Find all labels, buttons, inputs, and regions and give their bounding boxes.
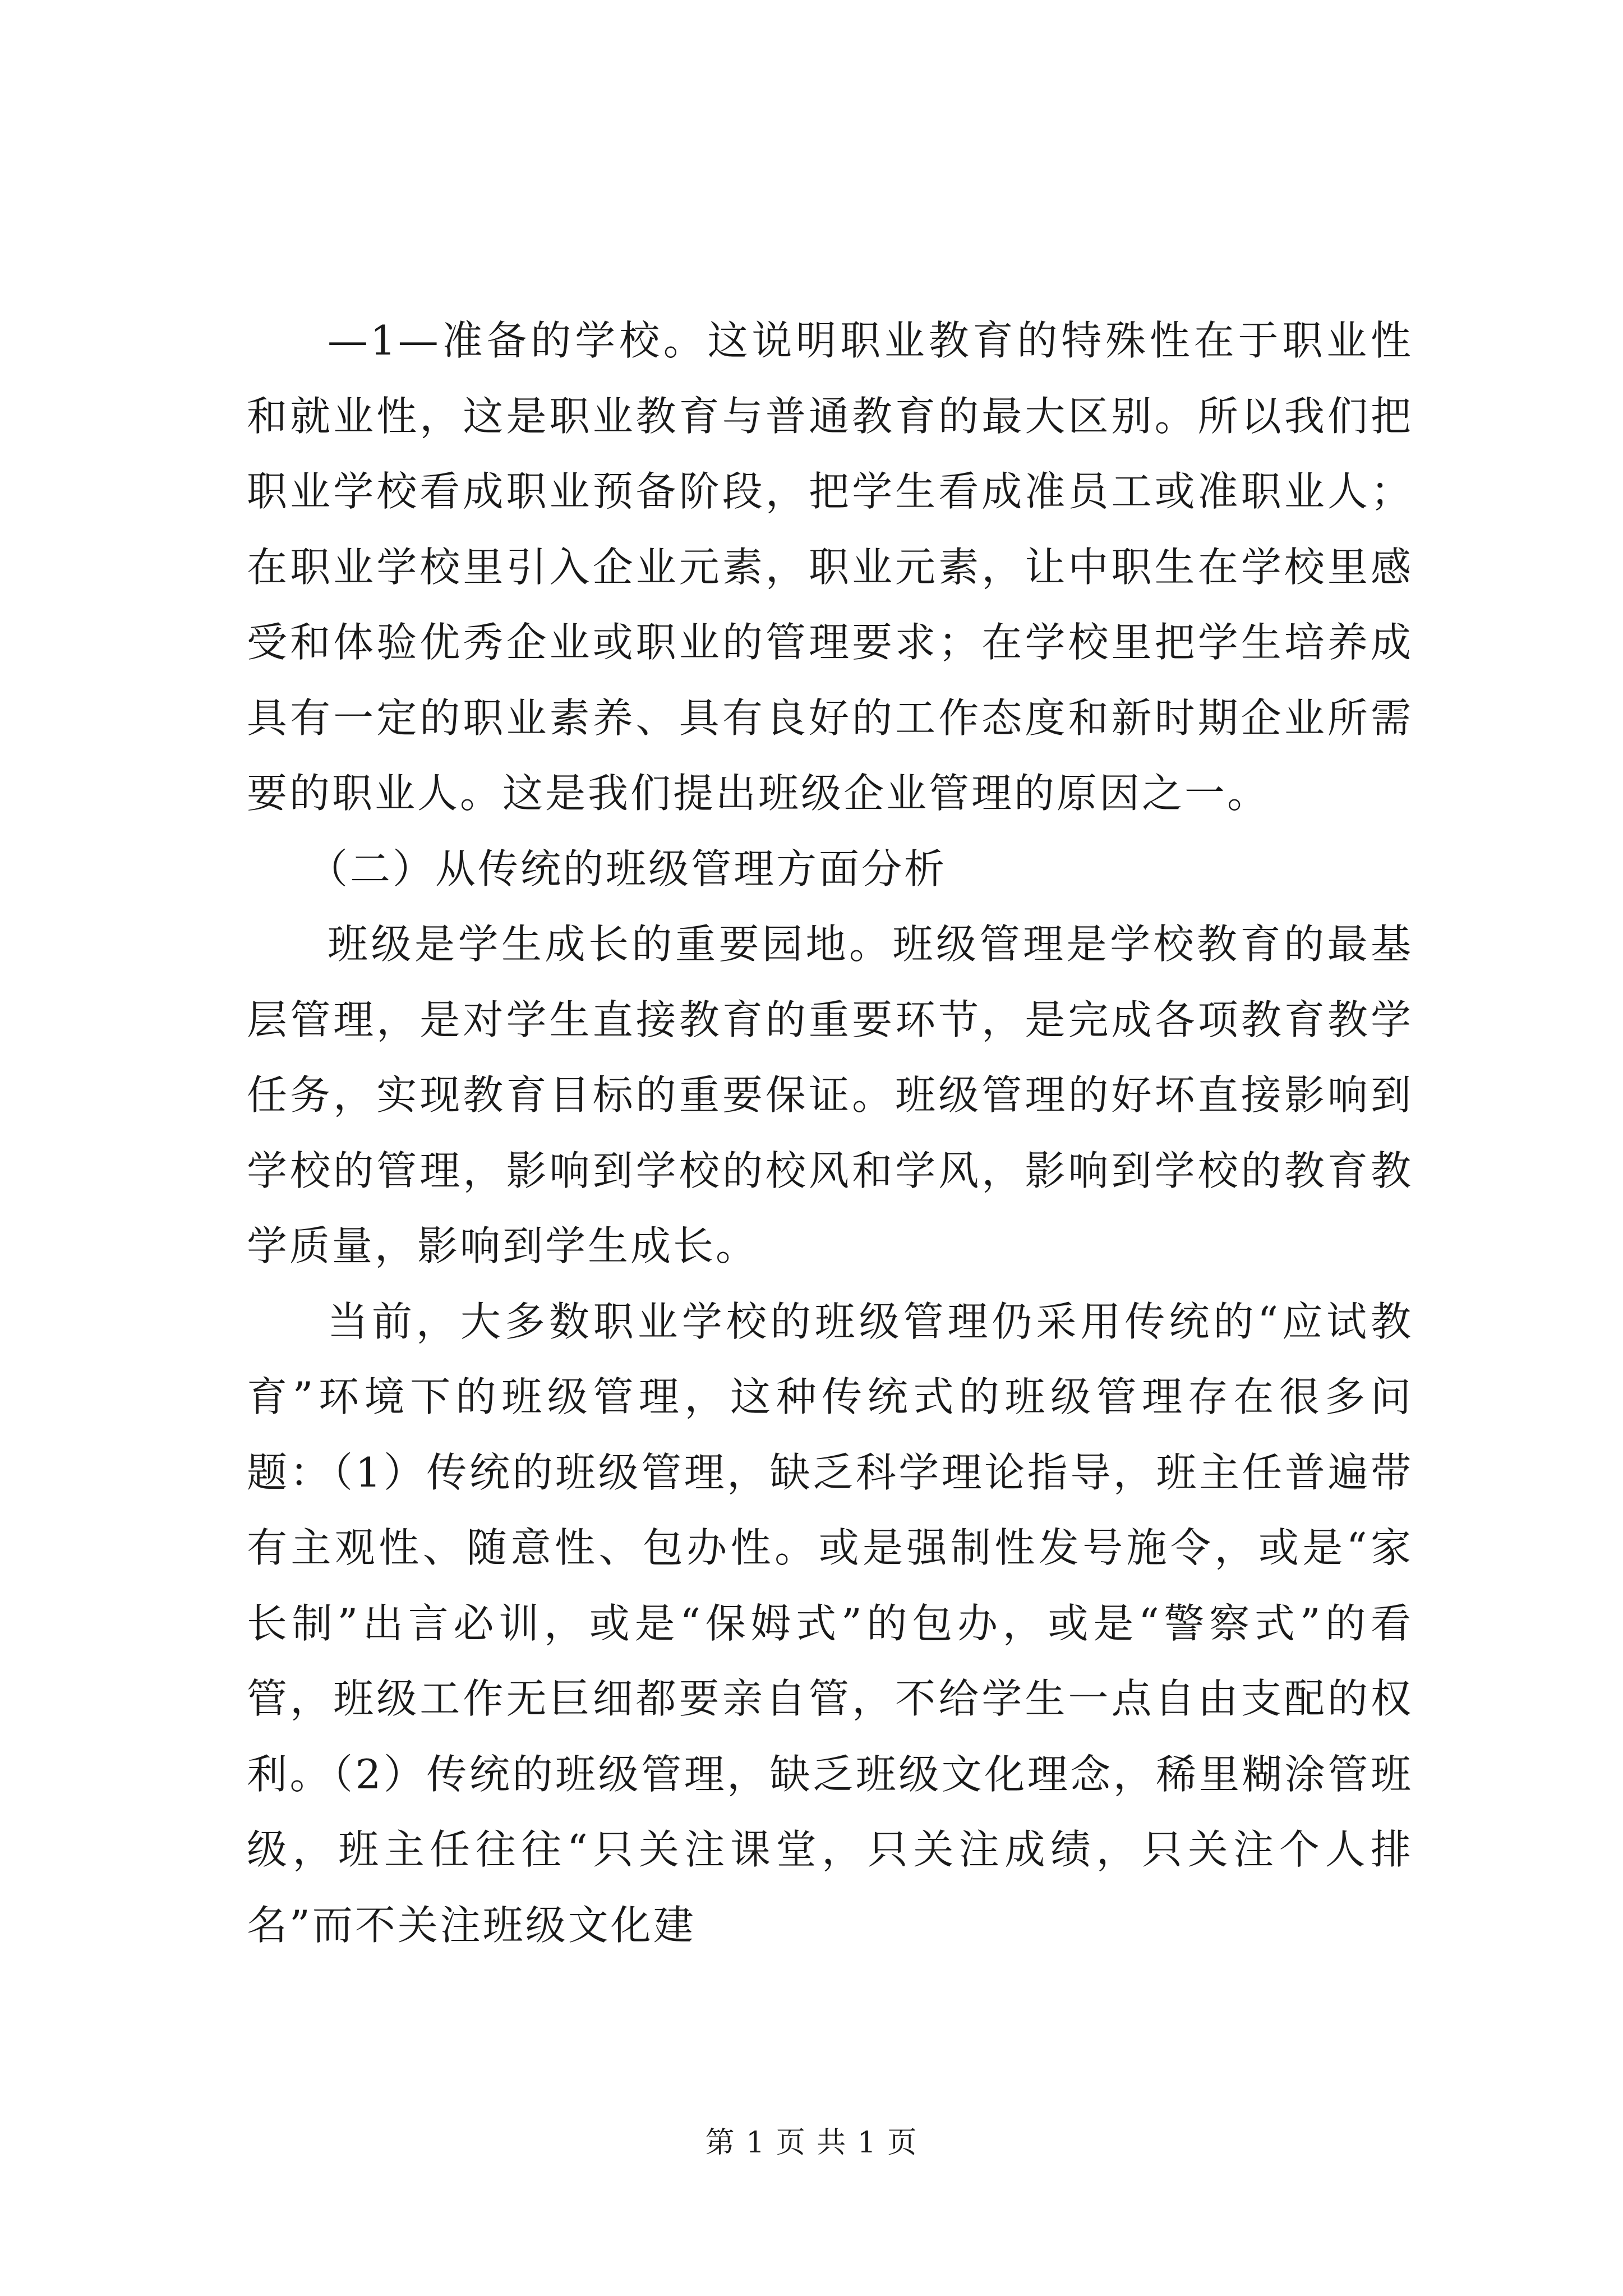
- page-footer: 第 1 页 共 1 页: [705, 2126, 918, 2160]
- paragraph-career-prep: —1—准备的学校。这说明职业教育的特殊性在于职业性和就业性，这是职业教育与普通教育的最大区别。所以我们把职业学校看成职业预备阶段，把学生看成准员工或准职业人；在职业学校里引入企业元素，职业元素，让中职生在学校里感受和体验优秀企业或职业的管理要求；在学校里把学生培养成具有一定的职业素养、具有良好的工作态度和新时期企业所需要的职业人。这是我们提出班级企业管理的原因之一。: [247, 317, 1413, 817]
- paragraph-current-problems: 当前，大多数职业学校的班级管理仍采用传统的“应试教育”环境下的班级管理，这种传统式的班级管理存在很多问题：（1）传统的班级管理，缺乏科学理论指导，班主任普遍带有主观性、随意性、包办性。或是强制性发号施令，或是“家长制”出言必训，或是“保姆式”的包办，或是“警察式”的看管，班级工作无巨细都要亲自管，不给学生一点自由支配的权利。（2）传统的班级管理，缺乏班级文化理念，稀里糊涂管班级，班主任往往“只关注课堂，只关注成绩，只关注个人排名”而不关注班级文化建: [247, 1297, 1413, 1949]
- document-body: [247, 303, 1413, 1963]
- section-heading-traditional-class-management: （二）从传统的班级管理方面分析: [307, 845, 947, 892]
- paragraph-class-importance: 班级是学生成长的重要园地。班级管理是学校教育的最基层管理，是对学生直接教育的重要环节，是完成各项教育教学任务，实现教育目标的重要保证。班级管理的好坏直接影响到学校的管理，影响到学校的校风和学风，影响到学校的教育教学质量，影响到学生成长。: [247, 921, 1413, 1269]
